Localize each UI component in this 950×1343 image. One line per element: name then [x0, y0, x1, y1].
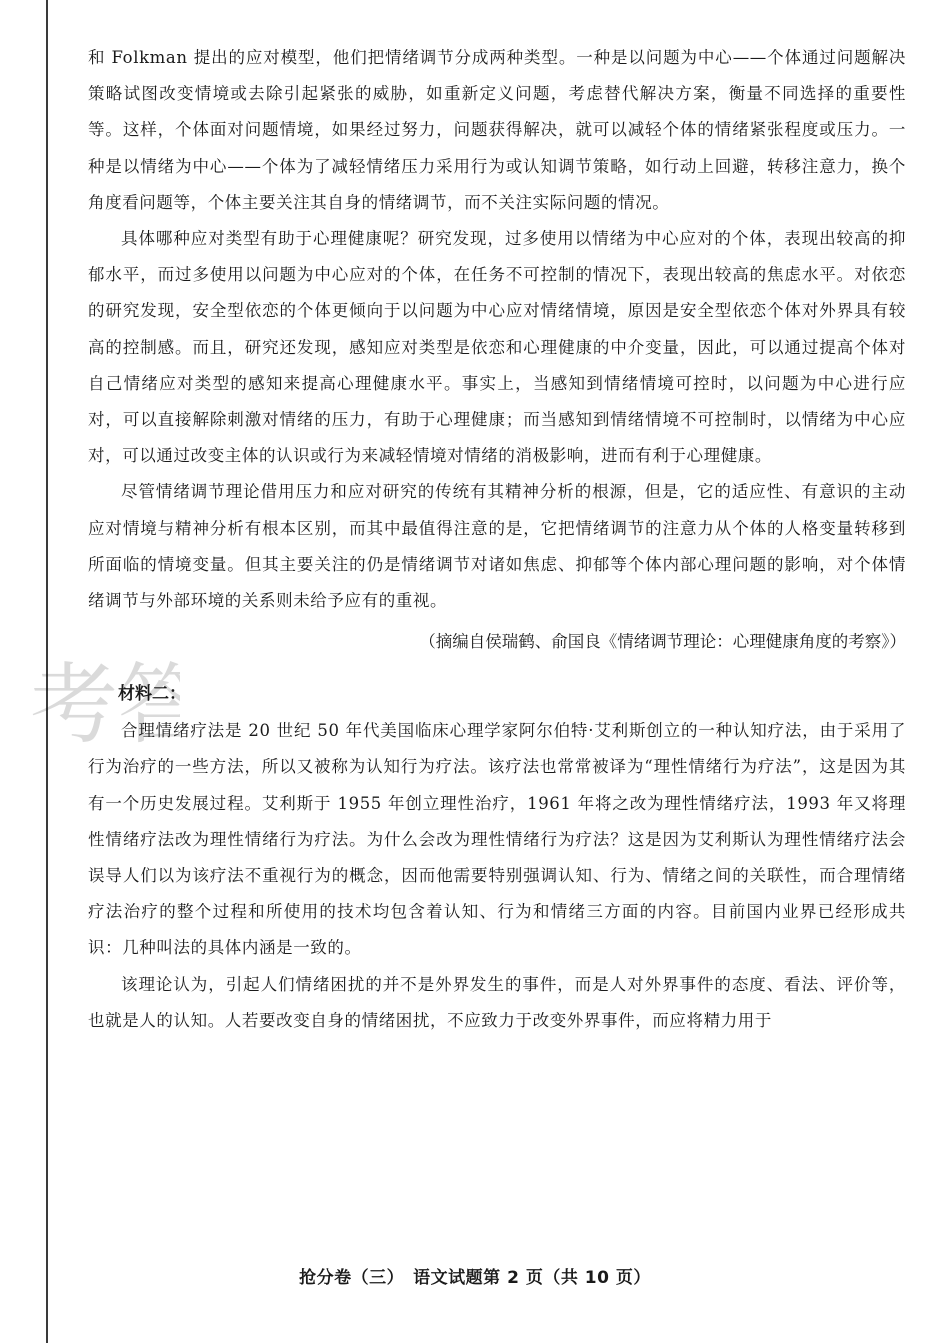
paragraph-continuation: 和 Folkman 提出的应对模型，他们把情绪调节分成两种类型。一种是以问题为中心——个体通过问题解决策略试图改变情境或去除引起紧张的威胁，如重新定义问题，考虑替代解决方案，衡量不同选择的重要性等。这样，个体面对问题情境，如果经过努力，问题获得解决，就可以减轻个体的情绪紧张程度或压力。一种是以情绪为中心——个体为了减轻情绪压力采用行为或认知调节策略，如行动上回避，转移注意力，换个角度看问题等，个体主要关注其自身的情绪调节，而不关注实际问题的情况。 [88, 48, 906, 212]
paragraph: 合理情绪疗法是 20 世纪 50 年代美国临床心理学家阿尔伯特·艾利斯创立的一种认知疗法，由于采用了行为治疗的一些方法，所以又被称为认知行为疗法。该疗法也常常被译为“理性情绪行为疗法”，这是因为其有一个历史发展过程。艾利斯于 1955 年创立理性治疗，1961 年将之改为理性情绪疗法，1993 年又将理性情绪疗法改为理性情绪行为疗法。为什么会改为理性情绪行为疗法？这是因为艾利斯认为理性情绪疗法会误导人们以为该疗法不重视行为的概念，因而他需要特别强调认知、行为、情绪之间的关联性，而合理情绪疗法治疗的整个过程和所使用的技术均包含着认知、行为和情绪三方面的内容。目前国内业界已经形成共识：几种叫法的具体内涵是一致的。 [88, 721, 906, 958]
page-footer: 抢分卷（三） 语文试题第 2 页（共 10 页） [299, 1268, 651, 1288]
paragraph: 尽管情绪调节理论借用压力和应对研究的传统有其精神分析的根源，但是，它的适应性、有意识的主动应对情境与精神分析有根本区别，而其中最值得注意的是，它把情绪调节的注意力从个体的人格变量转移到所面临的情境变量。但其主要关注的仍是情绪调节对诸如焦虑、抑郁等个体内部心理问题的影响，对个体情绪调节与外部环境的关系则未给予应有的重视。 [88, 482, 906, 611]
paragraph: 该理论认为，引起人们情绪困扰的并不是外界发生的事件，而是人对外界事件的态度、看法、评价等，也就是人的认知。人若要改变自身的情绪困扰，不应致力于改变外界事件，而应将精力用于 [88, 974, 906, 1030]
section-heading-material-two: 材料二： [118, 684, 186, 705]
svg-text:考答: 考答 [30, 653, 180, 756]
document-body [88, 40, 906, 1039]
page-margin-rule [46, 0, 48, 1343]
paragraph: 具体哪种应对类型有助于心理健康呢？研究发现，过多使用以情绪为中心应对的个体，表现出较高的抑郁水平，而过多使用以问题为中心应对的个体，在任务不可控制的情况下，表现出较高的焦虑水平。对依恋的研究发现，安全型依恋的个体更倾向于以问题为中心应对情绪情境，原因是安全型依恋个体对外界具有较高的控制感。而且，研究还发现，感知应对类型是依恋和心理健康的中介变量，因此，可以通过提高个体对自己情绪应对类型的感知来提高心理健康水平。事实上，当感知到情绪情境可控时，以问题为中心进行应对，可以直接解除刺激对情绪的压力，有助于心理健康；而当感知到情绪情境不可控制时，以情绪为中心应对，可以通过改变主体的认识或行为来减轻情境对情绪的消极影响，进而有利于心理健康。 [88, 229, 906, 466]
source-citation: （摘编自侯瑞鹤、俞国良《情绪调节理论：心理健康角度的考察》） [419, 632, 906, 652]
